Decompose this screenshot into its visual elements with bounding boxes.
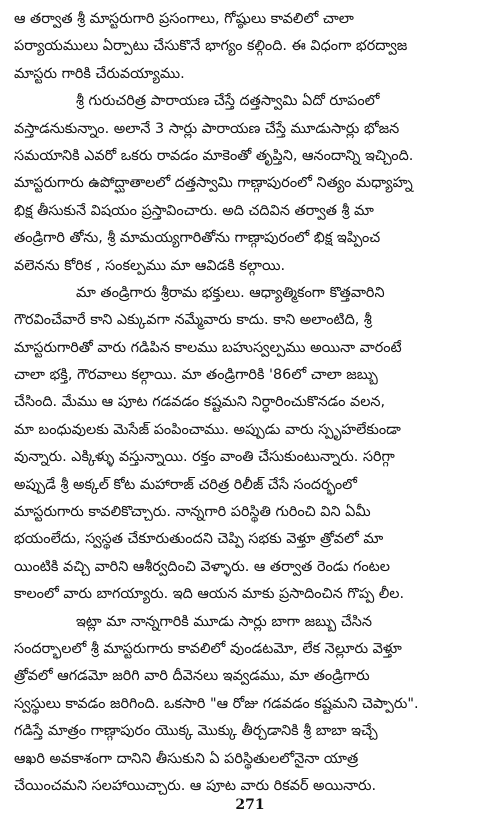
text-line: భయంలేదు, స్వస్థత చేకూరుతుందని చెప్పి సభకు వెళ్తూ త్రోవలో మా xyxy=(14,531,384,548)
text-line: స్వస్థులు కావడం జరిగింది. ఒకసారి "ఆ రోజు గడవడం కష్టమని చెప్పారు". xyxy=(14,695,419,712)
text-line: మా తండ్రిగారు శ్రీరామ భక్తులు. ఆధ్యాత్మికంగా కొత్తవారిని xyxy=(76,284,385,301)
text-line: మా బంధువులకు మెసేజ్ పంపించాము. అప్పుడు వారు స్పృహలేకుండా xyxy=(14,421,401,438)
text-line: యింటికి వచ్చి వారిని ఆశీర్వదించి వెళ్ళారు. ఆ తర్వాత రెండు గంటల xyxy=(14,558,390,575)
text-line: గౌరవించేవారే కాని ఎక్కువగా నమ్మేవారు కాదు. కాని అలాంటిది, శ్రీ xyxy=(14,312,372,329)
text-line: భిక్ష తీసుకునే విషయం ప్రస్తావించారు. అది చదివిన తర్వాత శ్రీ మా xyxy=(14,202,374,219)
paragraph-4 xyxy=(14,609,490,801)
text-line: సమయానికి ఎవరో ఒకరు రావడం మాకెంతో తృప్తిని, ఆనందాన్ని ఇచ్చింది. xyxy=(14,147,414,164)
text-line: గడిస్తే మాత్రం గాణ్గాపురం యొక్క మొక్కు తీర్చడానికి శ్రీ బాబా ఇచ్చే xyxy=(14,723,378,740)
text-line: శ్రీ గురుచరిత్ర పారాయణ చేస్తే దత్తస్వామి ఏదో రూపంలో xyxy=(76,93,380,110)
text-line: చేసింది. మేము ఆ పూట గడవడం కష్టమని నిర్ధారించుకొనడం వలన, xyxy=(14,394,386,411)
text-line: ఆ తర్వాత శ్రీ మాస్టరుగారి ప్రసంగాలు, గోష్ఠులు కావలిలో చాలా xyxy=(14,11,354,27)
text-line: వస్తాడనుకున్నాం. అలానే 3 సార్లు పారాయణ చేస్తే మూడుసార్లు భోజన xyxy=(14,120,400,137)
text-line: ఆఖరి అవకాశంగా దానిని తీసుకుని ఏ పరిస్థితులలోనైనా యాత్ర xyxy=(14,750,359,767)
paragraph-2 xyxy=(14,88,490,280)
text-line: తండ్రిగారి తోను, శ్రీ మామయ్యగారితోను గాణ్గాపురంలో భిక్ష ఇప్పించ xyxy=(14,230,381,247)
paragraph-3 xyxy=(14,280,490,609)
text-line: సందర్భాలలో శ్రీ మాస్టరుగారు కావలిలో వుండటమో, లేక నెల్లూరు వెళ్తూ xyxy=(14,640,402,657)
text-line: పర్యాయములు ఏర్పాటు చేసుకొనే భాగ్యం కల్గింది. ఈ విధంగా భరద్వాజ xyxy=(14,38,408,55)
text-line: మాస్టరుగారు కావలికొచ్చారు. నాన్నగారి పరిస్థితి గురించి విని ఏమీ xyxy=(14,504,371,521)
text-line: మాస్టరుగారితో వారు గడిపిన కాలము బహుస్వల్పము అయినా వారంటే xyxy=(14,339,402,356)
text-line: వలెనను కోరిక , సంకల్పము మా ఆవిడకి కల్గాయి. xyxy=(14,257,286,274)
text-line: మాస్టరు గారికి చేరువయ్యాము. xyxy=(14,65,185,82)
text-line: చాలా భక్తి, గౌరవాలు కల్గాయి. మా తండ్రిగారికి '86లో చాలా జబ్బు xyxy=(14,367,378,384)
text-line: ఇట్లా మా నాన్నగారికి మూడు సార్లు బాగా జబ్బు చేసిన xyxy=(76,613,372,630)
text-line: త్రోవలో ఆగడమో జరిగి వారి దీవెనలు ఇవ్వడము, మా తండ్రిగారు xyxy=(14,668,370,685)
text-line: చేయించమని సలహాయిచ్చారు. ఆ పూట వారు రికవర్ అయినారు. xyxy=(14,777,377,794)
paragraph-1 xyxy=(14,6,490,88)
text-line: అప్పుడే శ్రీ అక్కల్ కోట మహారాజ్ చరిత్ర రిలీజ్ చేసే సందర్భంలో xyxy=(14,476,357,493)
text-line: వున్నారు. ఎక్కిళ్ళు వస్తున్నాయి. రక్తం వాంతి చేసుకుంటున్నారు. సరిగ్గా xyxy=(14,449,395,466)
text-line: మాస్టరుగారు ఉపోద్ఘాతాలలో దత్తస్వామి గాణ్గాపురంలో నిత్యం మధ్యాహ్న xyxy=(14,175,413,192)
page-number: 271 xyxy=(235,797,265,813)
text-line: కాలంలో వారు బాగయ్యారు. ఇది ఆయన మాకు ప్రసాదించిన గొప్ప లీల. xyxy=(14,586,405,603)
